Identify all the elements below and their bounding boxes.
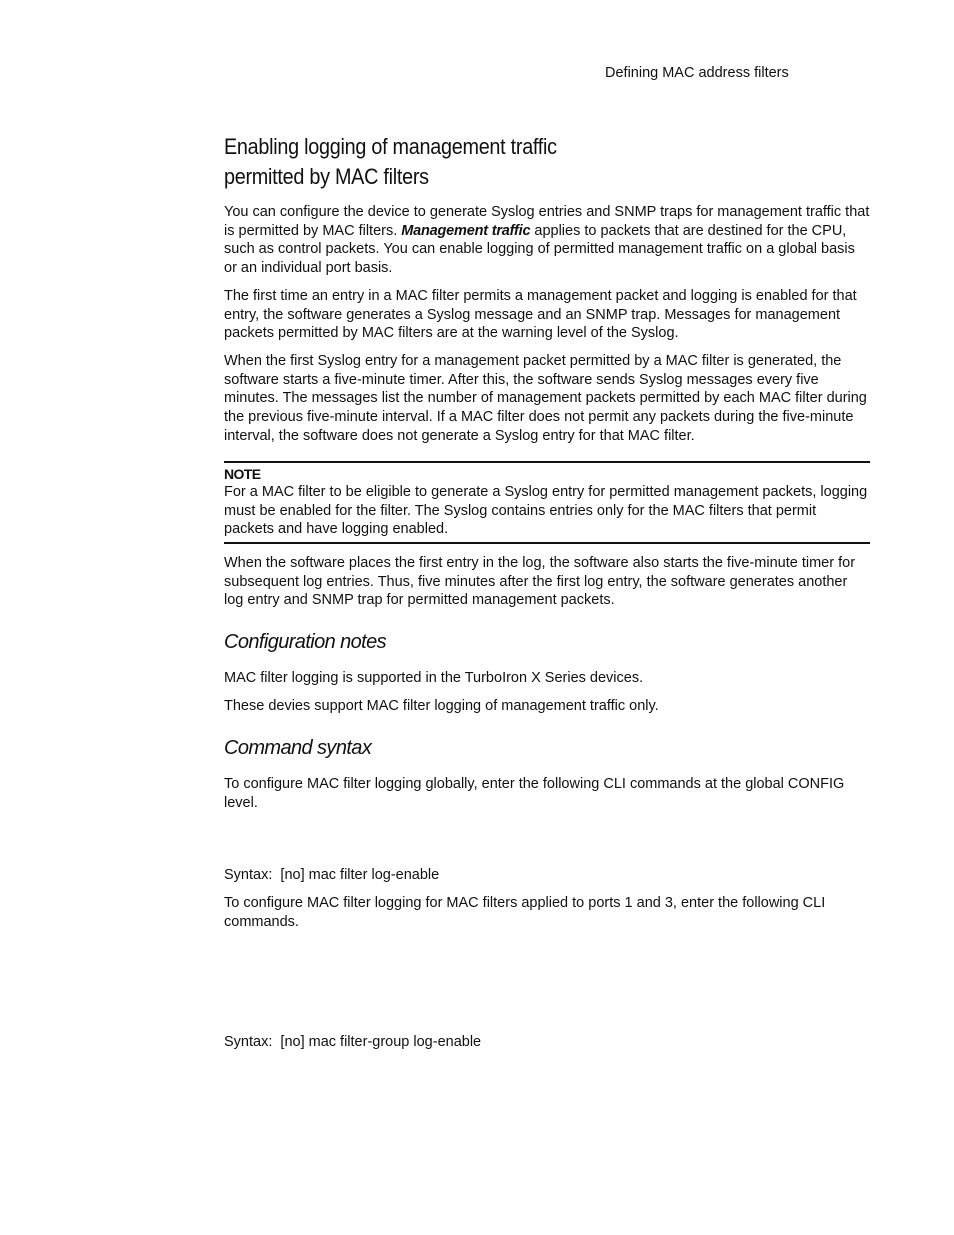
syntax-command: mac filter-group log-enable xyxy=(308,1034,482,1050)
syntax-line-filter-group xyxy=(224,1034,481,1050)
paragraph-timer: When the first Syslog entry for a management packet permitted by a MAC filter is generated, the software starts a five-minute timer. After this, the software sends Syslog messages every five minutes. The messages list the number of management packets permitted by each MAC filter during the previous five-minute interval. If a MAC filter does not permit any packets during the five-minute interval, the software does not generate a Syslog entry for that MAC filter. xyxy=(224,353,867,444)
configuration-notes-heading: Configuration notes xyxy=(224,631,387,653)
syntax-optional-no: [no] xyxy=(280,1034,305,1050)
syntax-label: Syntax: xyxy=(224,867,273,883)
command-syntax-intro-ports: To configure MAC filter logging for MAC filters applied to ports 1 and 3, enter the following CLI commands. xyxy=(224,895,826,930)
paragraph-intro-rest: applies to packets that are destined for the CPU, such as control packets. You can enable logging of permitted management traffic on a global basis or an individual port basis. xyxy=(224,222,855,277)
running-header: Defining MAC address filters xyxy=(605,65,789,81)
paragraph-first-entry: The first time an entry in a MAC filter permits a management packet and logging is enabled for that entry, the software generates a Syslog message and an SNMP trap. Messages for management packets permitted by MAC filters are at the warning level of the Syslog. xyxy=(224,288,857,342)
note-top-rule xyxy=(224,461,870,463)
section-title-line-1: Enabling logging of management traffic xyxy=(224,134,557,159)
note-bottom-rule xyxy=(224,542,870,544)
syntax-command: mac filter log-enable xyxy=(308,867,440,883)
config-note-line-2: These devies support MAC filter logging of management traffic only. xyxy=(224,698,659,714)
section-title-line-2: permitted by MAC filters xyxy=(224,164,429,189)
paragraph-intro xyxy=(224,203,870,278)
section-title xyxy=(224,132,692,192)
note-text: For a MAC filter to be eligible to generate a Syslog entry for permitted management packets, logging must be enabled for the filter. The Syslog contains entries only for the MAC filters that permit packets and have logging enabled. xyxy=(224,484,868,538)
paragraph-log-entries: When the software places the first entry in the log, the software also starts the five-minute timer for subsequent log entries. Thus, five minutes after the first log entry, the software generates another log entry and SNMP trap for permitted management packets. xyxy=(224,555,856,609)
command-syntax-intro: To configure MAC filter logging globally, enter the following CLI commands at the global CONFIG level. xyxy=(224,776,845,811)
note-label: NOTE xyxy=(224,466,261,482)
syntax-line-global xyxy=(224,867,439,883)
syntax-optional-no: [no] xyxy=(280,867,305,883)
syntax-label: Syntax: xyxy=(224,1034,273,1050)
command-syntax-heading: Command syntax xyxy=(224,737,372,759)
config-note-line-1: MAC filter logging is supported in the TurboIron X Series devices. xyxy=(224,670,644,686)
paragraph-intro-lead: You can configure the device to generate Syslog entries and SNMP traps for management traffic that is permitted by MAC filters. xyxy=(224,204,870,239)
emphasis-management-traffic: Management traffic xyxy=(401,222,531,239)
